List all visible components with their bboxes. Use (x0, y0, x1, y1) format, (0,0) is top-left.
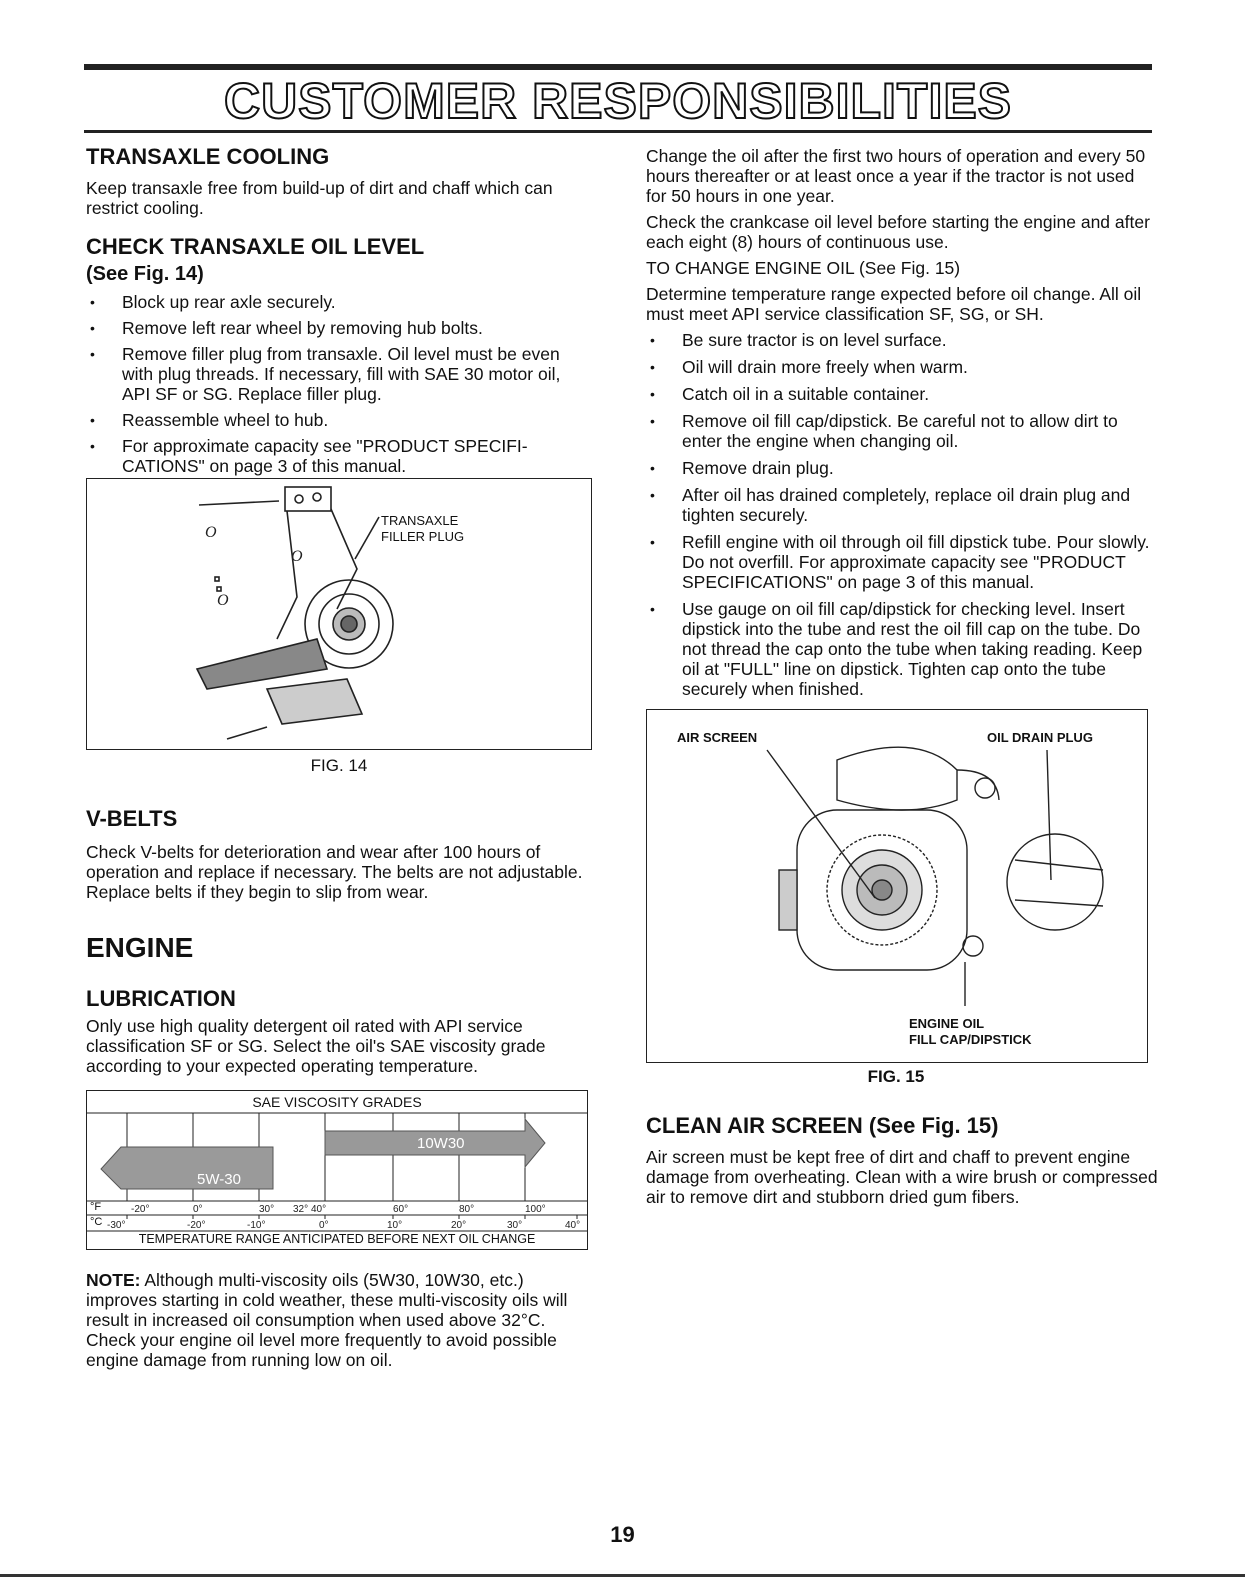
list-item: • Refill engine with oil through oil fill dipstick tube. Pour slowly. Do not overfill. For approximate capacity see "PRODUCT SPECIFICATIONS" on page 3 of this manual. (646, 532, 1158, 592)
c-tick-label: 30° (507, 1220, 523, 1231)
note-text: Although multi-viscosity oils (5W30, 10W30, etc.) improves starting in cold weather, these multi-viscosity oils will result in increased oil consumption when used above 32°C. Check your engine oil level more frequently to avoid possible engine damage from running low on oil. (86, 1270, 568, 1370)
f-tick-label: -20° (131, 1204, 150, 1215)
list-item: • Reassemble wheel to hub. (86, 410, 592, 430)
list-item: • Block up rear axle securely. (86, 292, 592, 312)
f-tick-label: 30° (259, 1204, 275, 1215)
figure-15 (646, 709, 1148, 1063)
oil-change-interval: Change the oil after the first two hours of operation and every 50 hours thereafter or at least once a year if the tractor is not used for 50 hours in one year. (646, 146, 1146, 206)
c-tick-label: 0° (319, 1220, 329, 1231)
page-title: CUSTOMER RESPONSIBILITIES (223, 73, 1013, 129)
bottom-rule (0, 1574, 1245, 1577)
air-screen-label: AIR SCREEN (677, 730, 758, 745)
right-column (646, 146, 1158, 1207)
lubrication-note (86, 1270, 592, 1370)
list-item: • Remove drain plug. (646, 458, 1158, 478)
c-tick-label: -10° (247, 1220, 266, 1231)
f-tick-label: 0° (193, 1204, 203, 1215)
c-tick-label: -30° (107, 1220, 126, 1231)
title-rule (84, 130, 1152, 133)
lubrication-text: Only use high quality detergent oil rated with API service classification SF or SG. Select the oil's SAE viscosity grade according to your expected operating temperature. (86, 1016, 546, 1076)
list-item: • For approximate capacity see "PRODUCT SPECIFI-CATIONS" on page 3 of this manual. (86, 436, 592, 476)
clean-air-heading: CLEAN AIR SCREEN (See Fig. 15) (646, 1113, 999, 1138)
page-number: 19 (610, 1522, 635, 1547)
f-tick-label: 100° (525, 1204, 546, 1215)
viscosity-chart (86, 1090, 588, 1250)
note-label: NOTE: (86, 1270, 141, 1290)
clean-air-text: Air screen must be kept free of dirt and chaff to prevent engine damage from overheating. Clean with a wire brush or compressed air to remove dirt and stubborn dried gum fibers. (646, 1147, 1158, 1207)
viscosity-chart-graphic (87, 1091, 587, 1249)
figure-14 (86, 478, 592, 750)
viscosity-c-label: °C (90, 1216, 103, 1228)
lubrication-heading: LUBRICATION (86, 986, 236, 1011)
f-tick-label: 60° (393, 1204, 409, 1215)
list-item: • Remove filler plug from transaxle. Oil level must be even with plug threads. If necessary, fill with SAE 30 motor oil, API SF or SG. Replace filler plug. (86, 344, 592, 404)
fill-cap-label-1: ENGINE OIL (909, 1016, 985, 1031)
svg-text:O: O (205, 524, 217, 541)
f-tick-label: 80° (459, 1204, 475, 1215)
drain-plug-label: OIL DRAIN PLUG (987, 730, 1093, 745)
figure-15-caption: FIG. 15 (867, 1067, 925, 1086)
grade-5w30: 5W-30 (197, 1171, 241, 1188)
c-tick-label: 40° (565, 1220, 581, 1231)
f-tick-label: 32° (293, 1204, 309, 1215)
transaxle-cooling-text: Keep transaxle free from build-up of dirt and chaff which can restrict cooling. (86, 178, 553, 218)
list-item: • Remove oil fill cap/dipstick. Be careful not to allow dirt to enter the engine when changing oil. (646, 411, 1158, 451)
svg-text:O: O (217, 592, 229, 609)
grade-10w30: 10W30 (417, 1135, 465, 1152)
list-item: • Use gauge on oil fill cap/dipstick for checking level. Insert dipstick into the tube and rest the oil fill cap on the tube. Do not thread the cap onto the tube when taking reading. Keep oil at "FULL" line on dipstick. Tighten cap onto the tube securely when finished. (646, 599, 1158, 699)
crankcase-check: Check the crankcase oil level before starting the engine and after each eight (8) hours of continuous use. (646, 212, 1150, 252)
viscosity-chart-footer: TEMPERATURE RANGE ANTICIPATED BEFORE NEXT OIL CHANGE (138, 1232, 536, 1246)
check-oil-heading: CHECK TRANSAXLE OIL LEVEL (86, 234, 425, 259)
list-item: • Oil will drain more freely when warm. (646, 357, 1158, 377)
fill-cap-label-2: FILL CAP/DIPSTICK (909, 1032, 1032, 1047)
transaxle-cooling-heading: TRANSAXLE COOLING (86, 144, 330, 169)
c-tick-label: 20° (451, 1220, 467, 1231)
vbelts-text: Check V-belts for deterioration and wear after 100 hours of operation and replace if necessary. The belts are not adjustable. Replace belts if they begin to slip from wear. (86, 842, 583, 902)
viscosity-chart-title: SAE VISCOSITY GRADES (252, 1094, 422, 1110)
change-oil-heading: TO CHANGE ENGINE OIL (See Fig. 15) (646, 258, 961, 278)
list-item: • Be sure tractor is on level surface. (646, 330, 1158, 350)
check-oil-steps (86, 292, 592, 476)
engine-illustration (647, 710, 1147, 1062)
change-oil-text: Determine temperature range expected before oil change. All oil must meet API service classification SF, SG, or SH. (646, 284, 1142, 324)
c-tick-label: -20° (187, 1220, 206, 1231)
transaxle-illustration (87, 479, 591, 749)
figure-14-caption: FIG. 14 (310, 756, 368, 775)
list-item: • After oil has drained completely, replace oil drain plug and tighten securely. (646, 485, 1158, 525)
change-oil-steps (646, 330, 1158, 699)
check-oil-subheading: (See Fig. 14) (86, 263, 204, 285)
c-tick-label: 10° (387, 1220, 403, 1231)
list-item: • Remove left rear wheel by removing hub bolts. (86, 318, 592, 338)
f-tick-label: 40° (311, 1204, 327, 1215)
transaxle-filler-label-2: FILLER PLUG (381, 529, 465, 544)
transaxle-filler-label-1: TRANSAXLE (381, 513, 459, 528)
engine-heading: ENGINE (86, 932, 194, 963)
vbelts-heading: V-BELTS (86, 806, 178, 831)
viscosity-f-label: °F (90, 1201, 102, 1213)
list-item: • Catch oil in a suitable container. (646, 384, 1158, 404)
svg-text:O: O (291, 548, 303, 565)
left-column (86, 142, 592, 1370)
